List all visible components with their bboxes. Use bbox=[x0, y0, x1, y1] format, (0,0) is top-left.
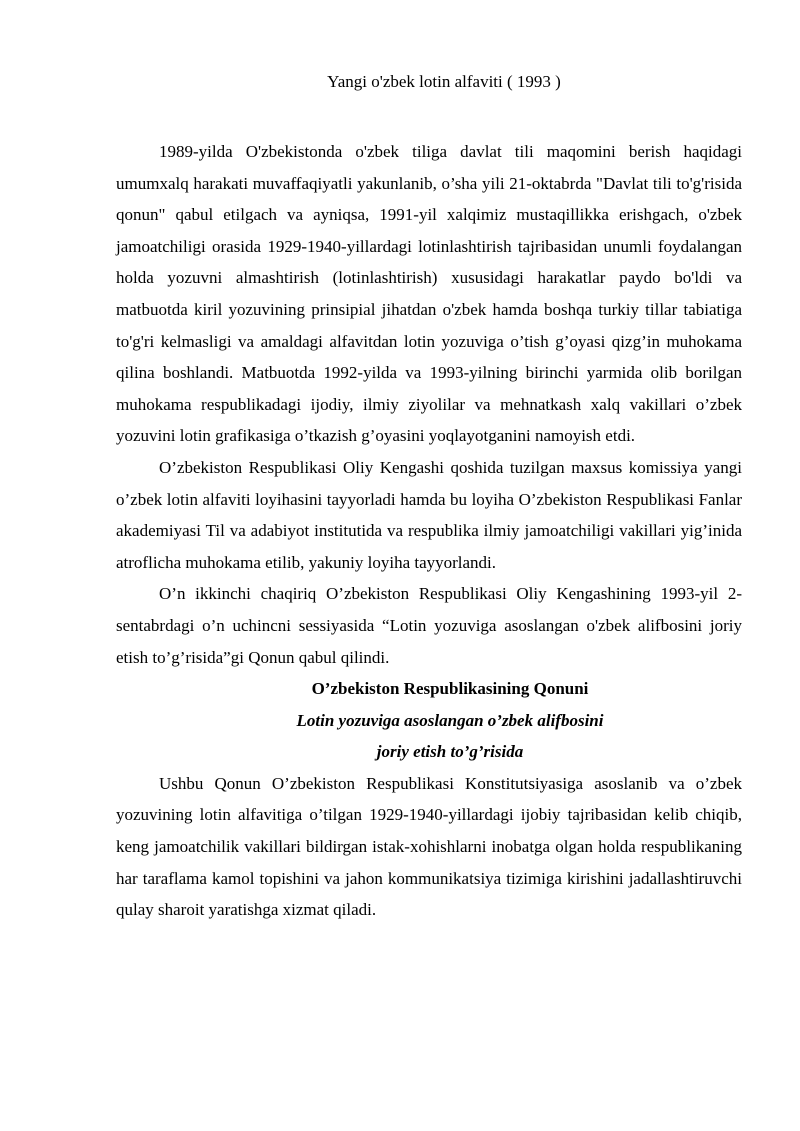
paragraph-law-adoption: O’n ikkinchi chaqiriq O’zbekiston Respublikasi Oliy Kengashining 1993-yil 2-sentabrdagi o’n uchincni sessiyasida “Lotin yozuviga asoslangan o'zbek alifbosini joriy etish to’g’risida”gi Qonun qabul qilindi. bbox=[116, 584, 742, 667]
law-heading bbox=[116, 673, 742, 768]
paragraph-law-preamble: Ushbu Qonun O’zbekiston Respublikasi Konstitutsiyasiga asoslanib va o’zbek yozuvining lotin alfavitiga o’tilgan 1929-1940-yillardagi ijobiy tajribasidan kelib chiqib, keng jamoatchilik vakillari bildirgan istak-xohishlarni inobatga olgan holda respublikaning har taraflama kamol topishini va jahon kommunikatsiya tizimiga kirishini jadallashtiruvchi qulay sharoit yaratishga xizmat qiladi. bbox=[116, 773, 742, 920]
law-heading-line1: O’zbekiston Respublikasining Qonuni bbox=[311, 679, 589, 699]
document-title: Yangi o'zbek lotin alfaviti ( 1993 ) bbox=[327, 72, 561, 91]
law-heading-line2: Lotin yozuviga asoslangan o’zbek alifbosini bbox=[296, 710, 604, 730]
paragraph-history: 1989-yilda O'zbekistonda o'zbek tiliga davlat tili maqomini berish haqidagi umumxalq harakati muvaffaqiyatli yakunlanib, o’sha yili 21-oktabrda "Davlat tili to'g'risida qonun" qabul etilgach va ayniqsa, 1991-yil xalqimiz mustaqillikka erishgach, o'zbek jamoatchiligi orasida 1929-1940-yillardagi lotinlashtirish tajribasidan unumli foydalangan holda yozuvni almashtirish (lotinlashtirish) xususidagi harakatlar paydo bo'ldi va matbuotda kiril yozuvining prinsipial jihatdan o'zbek hamda boshqa turkiy tillar tabiatiga to'g'ri kelmasligi va amaldagi alfavitdan lotin yozuviga o’tish g’oyasi qizg’in muhokama qilina boshlandi. Matbuotda 1992-yilda va 1993-yilning birinchi yarmida olib borilgan muhokama respublikadagi ijodiy, ilmiy ziyolilar va mehnatkash xalq vakillari o’zbek yozuvini lotin grafikasiga o’tkazish g’oyasini yoqlayotganini namoyish etdi. bbox=[116, 142, 742, 446]
paragraph-commission: O’zbekiston Respublikasi Oliy Kengashi qoshida tuzilgan maxsus komissiya yangi o’zbek lotin alfaviti loyihasini tayyorladi hamda bu loyiha O’zbekiston Respublikasi Fanlar akademiyasi Til va adabiyot institutida va respublika ilmiy jamoatchiligi vakillari yig’inida atroflicha muhokama etilib, yakuniy loyiha tayyorlandi. bbox=[116, 457, 742, 572]
document-page bbox=[116, 70, 742, 926]
law-heading-line3: joriy etish to’g’risida bbox=[376, 742, 524, 762]
